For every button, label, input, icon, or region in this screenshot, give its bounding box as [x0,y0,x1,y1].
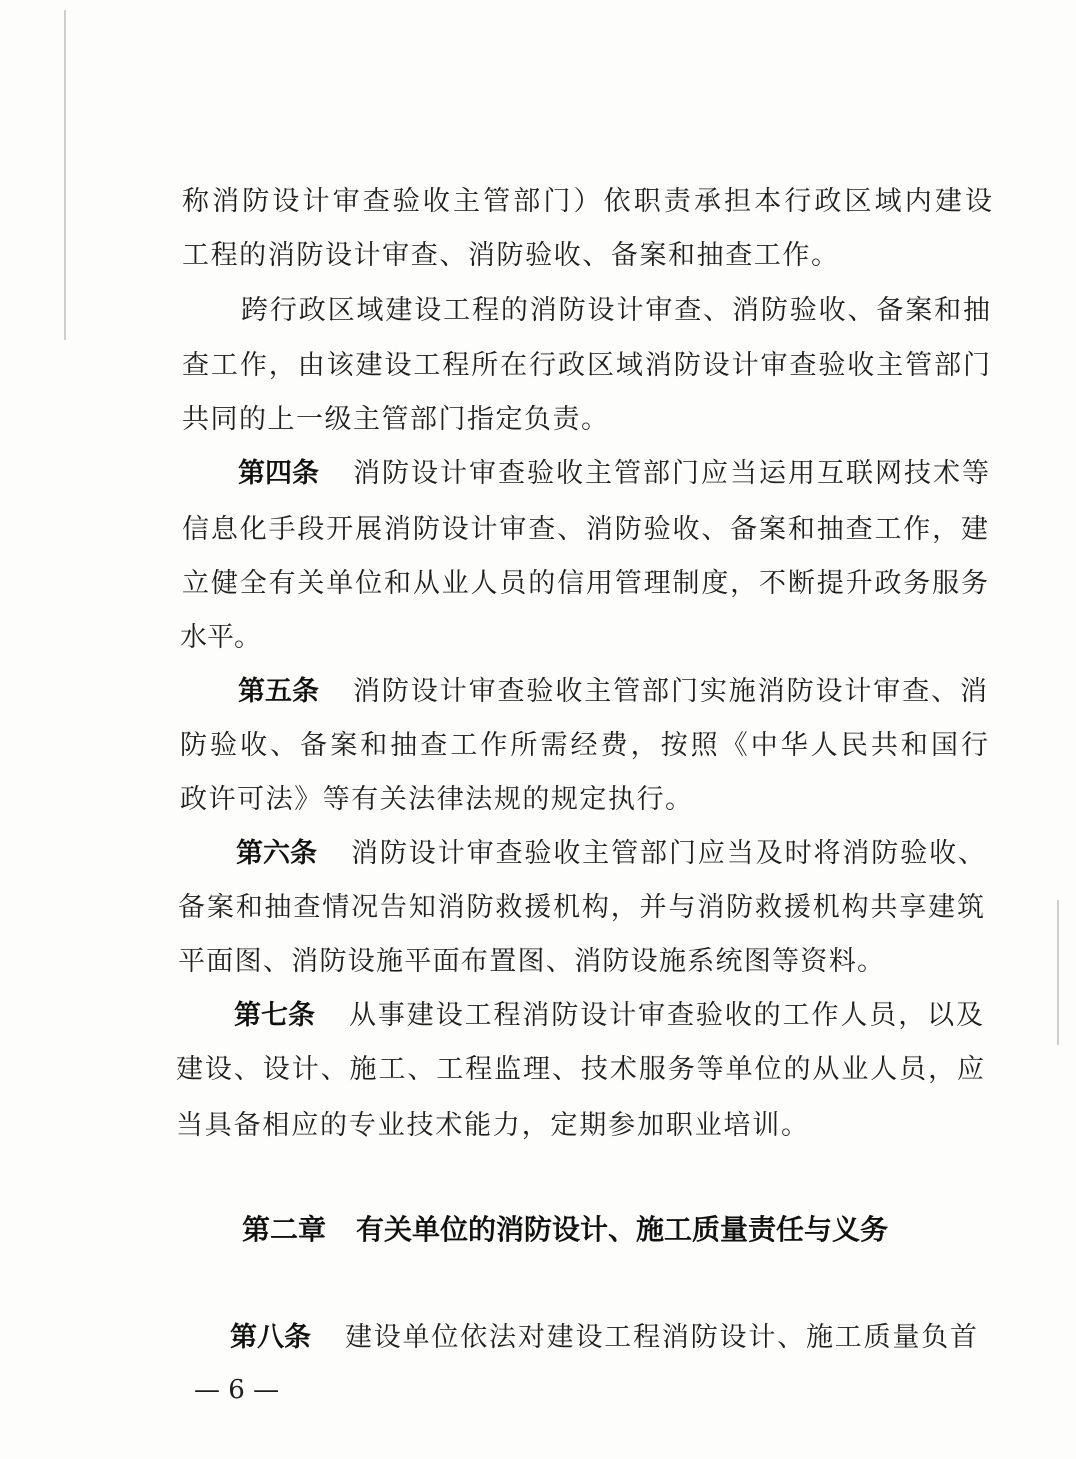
line-text: 从事建设工程消防设计审查验收的工作人员，以及 [349,1000,983,1031]
text-line [0,780,1076,820]
line-text: 工程的消防设计审查、消防验收、备案和抽查工作。 [182,240,838,271]
article-label: 第五条 [238,676,319,707]
article-6-line [0,834,1076,874]
chapter-number: 第二章 [242,1213,327,1246]
line-text: 建设单位依法对建设工程消防设计、施工质量负首 [345,1322,977,1353]
text-line [0,1050,1076,1090]
article-8-line [0,1318,1076,1358]
text-line [0,400,1076,440]
line-text: 立健全有关单位和从业人员的信用管理制度，不断提升政务服务 [182,568,988,599]
page-number: — 6 — [194,1375,280,1405]
text-line [0,291,1076,331]
article-label: 第六条 [236,838,317,869]
text-line [0,236,1076,276]
line-text: 建设、设计、施工、工程监理、技术服务等单位的从业人员，应 [176,1054,984,1085]
text-line [0,182,1076,222]
text-line [0,564,1076,604]
line-text: 平面图、消防设施平面布置图、消防设施系统图等资料。 [178,946,884,977]
line-text: 共同的上一级主管部门指定负责。 [182,404,608,435]
chapter-heading [242,1208,888,1252]
article-label: 第八条 [230,1322,311,1353]
article-label: 第四条 [238,458,319,489]
text-line [0,510,1076,550]
article-4-line [0,454,1076,494]
chapter-title: 有关单位的消防设计、施工质量责任与义务 [356,1213,889,1246]
text-line [0,888,1076,928]
line-text: 政许可法》等有关法律法规的规定执行。 [180,784,692,815]
line-text: 水平。 [180,622,261,653]
line-text: 消防设计审查验收主管部门实施消防设计审查、消 [353,676,987,707]
line-text: 查工作，由该建设工程所在行政区域消防设计审查验收主管部门 [182,350,990,381]
line-text: 当具备相应的专业技术能力，定期参加职业培训。 [176,1110,808,1141]
line-text: 跨行政区域建设工程的消防设计审查、消防验收、备案和抽 [241,295,990,326]
text-line [0,1106,1076,1146]
line-text: 信息化手段开展消防设计审查、消防验收、备案和抽查工作，建 [182,514,988,545]
line-text: 防验收、备案和抽查工作所需经费，按照《中华人民共和国行 [180,730,988,761]
line-text: 消防设计审查验收主管部门应当运用互联网技术等 [353,458,989,489]
article-7-line [0,996,1076,1036]
text-line [0,726,1076,766]
text-line [0,618,1076,658]
text-line [0,346,1076,386]
article-5-line [0,672,1076,712]
text-line [0,942,1076,982]
line-text: 备案和抽查情况告知消防救援机构，并与消防救援机构共享建筑 [178,892,984,923]
line-text: 消防设计审查验收主管部门应当及时将消防验收、 [351,838,985,869]
article-label: 第七条 [234,1000,315,1031]
line-text: 称消防设计审查验收主管部门）依职责承担本行政区域内建设 [182,186,992,217]
